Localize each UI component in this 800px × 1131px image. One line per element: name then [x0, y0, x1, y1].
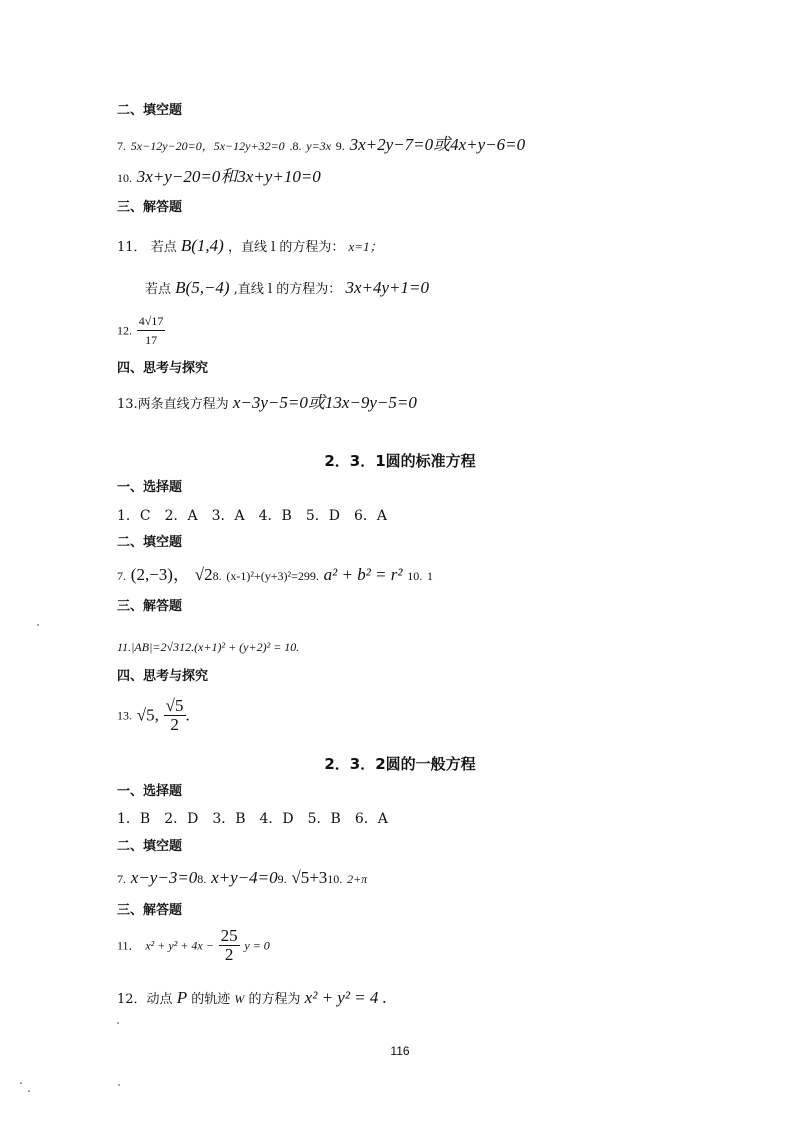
point-b: B(1,4) — [180, 236, 224, 255]
question-number: 9. — [277, 872, 287, 886]
question-number: 13. — [117, 708, 132, 723]
answer-line-7-9 — [117, 135, 525, 156]
answer-line-12 — [117, 988, 387, 1010]
choice-answers: 1．B 2．D 3．B 4．D 5．B 6．A — [117, 811, 388, 827]
question-number: 12. — [117, 323, 132, 338]
answer-line-11-12 — [117, 636, 299, 657]
answer-11: 11.|AB|=2√3 — [117, 640, 180, 654]
question-number: 8. — [212, 569, 222, 583]
answer-8: x+y−4=0 — [211, 868, 278, 887]
scan-speck — [37, 624, 39, 626]
answer-10: 2+π — [347, 872, 368, 886]
answer-text: 若点 — [145, 282, 172, 297]
answer-7: 5x−12y−20=0，5x−12y+32=0 — [130, 139, 285, 153]
denominator: 2 — [170, 715, 179, 734]
choice-answers: 1．C 2．A 3．A 4．B 5．D 6．A — [117, 508, 387, 524]
var-p: P — [176, 988, 188, 1007]
fraction — [219, 927, 240, 964]
answer-9: √5+3 — [291, 868, 328, 887]
section-title: 2．3．1圆的标准方程 — [324, 452, 476, 470]
solve-heading: 三、解答题 — [117, 599, 183, 614]
denominator: 2 — [224, 945, 234, 964]
question-number: 11． — [117, 938, 141, 953]
solve-heading: 三、解答题 — [117, 200, 183, 215]
numerator: √5 — [165, 696, 184, 715]
choice-heading: 一、选择题 — [117, 480, 183, 495]
answer-text: 的轨迹 — [191, 992, 231, 1007]
question-number: 7. — [117, 139, 126, 153]
answer-line-7-10 — [117, 868, 367, 889]
answer-13: √5, — [136, 705, 159, 725]
answer-9: 3x+2y−7=0或4x+y−6=0 — [349, 135, 526, 154]
numerator: 4√17 — [137, 312, 166, 331]
question-number: 11． — [117, 240, 147, 255]
denominator: 17 — [145, 333, 158, 347]
scan-speck — [20, 1082, 22, 1084]
question-number: 9. — [335, 139, 345, 153]
section-title: 2．3．2圆的一般方程 — [324, 755, 476, 773]
answer-11a: x=1； — [348, 239, 383, 254]
numerator: 25 — [220, 926, 238, 945]
answer-10: 3x+y−20=0和3x+y+10=0 — [136, 167, 321, 186]
answer-9: a² + b² = r² — [323, 565, 403, 584]
answer-7b: √2 — [194, 565, 213, 584]
fill-in-heading: 二、填空题 — [117, 839, 183, 854]
question-number: .8. — [289, 139, 302, 153]
think-heading: 四、思考与探究 — [117, 669, 209, 684]
answer-line-11b — [145, 278, 429, 300]
choice-heading: 一、选择题 — [117, 784, 183, 799]
question-number: 10. — [327, 872, 343, 886]
fraction — [164, 697, 186, 734]
question-number: 7. — [117, 569, 126, 583]
answer-11b: 3x+4y+1=0 — [345, 278, 429, 297]
answer-line-13 — [117, 697, 190, 734]
answer-7: x−y−3=0 — [130, 868, 198, 887]
page-number: 116 — [390, 1044, 410, 1058]
answer-line-11 — [117, 927, 270, 964]
fill-in-heading: 二、填空题 — [117, 103, 183, 118]
question-number: 7. — [117, 872, 126, 886]
answer-8: y=3x — [306, 139, 331, 153]
answer-12: x² + y² = 4 . — [304, 988, 387, 1007]
answer-11: x² + y² + 4x − — [145, 938, 214, 953]
answer-13: x−3y−5=0或13x−9y−5=0 — [232, 393, 417, 412]
answer-line-7-10 — [117, 565, 433, 586]
fill-in-heading: 二、填空题 — [117, 535, 183, 550]
answer-text: 若点 — [150, 240, 177, 255]
answer-11b: y = 0 — [244, 938, 270, 953]
think-heading: 四、思考与探究 — [117, 361, 209, 376]
point-b: B(5,−4) — [175, 278, 230, 297]
answer-12: 12.(x+1)² + (y+2)² = 10. — [179, 640, 300, 654]
question-number: 8. — [197, 872, 207, 886]
answer-line-11a — [117, 236, 383, 258]
answer-10: 1 — [427, 569, 434, 583]
answer-line-12 — [117, 312, 165, 349]
answer-line-13 — [117, 393, 417, 415]
var-w: W — [234, 992, 245, 1006]
answer-text: 12．动点 — [117, 992, 173, 1007]
scan-speck — [118, 1084, 120, 1086]
answer-text: 13.两条直线方程为 — [117, 397, 229, 412]
answer-text: 的方程为 — [248, 992, 301, 1007]
question-number: 10. — [407, 569, 423, 583]
answer-7: (2,−3)， — [130, 565, 190, 584]
answer-text: ,直线 l 的方程为： — [233, 282, 342, 297]
scan-speck — [117, 1022, 119, 1024]
answer-line-10 — [117, 167, 321, 188]
question-number: 10. — [117, 171, 132, 185]
answer-8: (x-1)²+(y+3)²=29 — [226, 569, 310, 583]
scan-speck — [28, 1090, 30, 1092]
answer-text: ，直线 l 的方程为： — [227, 240, 345, 255]
question-number: 9. — [309, 569, 319, 583]
period: . — [185, 705, 190, 725]
fraction — [137, 312, 166, 349]
solve-heading: 三、解答题 — [117, 903, 183, 918]
